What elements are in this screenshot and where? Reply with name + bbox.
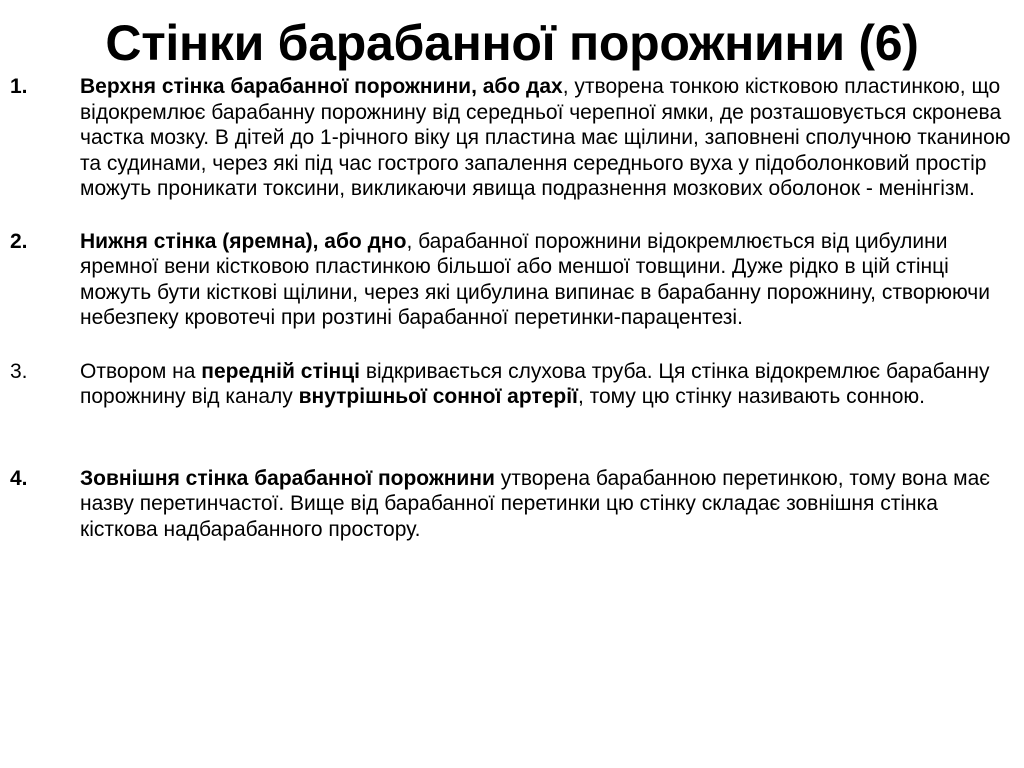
list-item-number: 2. (10, 229, 28, 253)
list-item-text: утворена барабанною перетинкою, тому вона має назву перетинчастої. Вище від барабанної перетинки цю стінку складає зовнішня стінка кісткова надбарабанного простору. (80, 466, 990, 541)
list-item-text: , барабанної порожнини відокремлюється від цибулини яремної вени кістковою пластинкою більшої або меншої товщини. Дуже рідко в цій стінці можуть бути кісткові щілини, через які цибулина випинає в барабанну порожнину, створюючи небезпеку кровотечі при розтині барабанної перетинки-парацентезі. (80, 229, 990, 329)
list-item-lower-wall (10, 229, 1014, 331)
wall-description-list (10, 74, 1014, 542)
list-item-emphasis: внутрішньої сонної артерії (298, 385, 578, 408)
list-item-number: 1. (10, 75, 28, 98)
list-item-number: 3. (10, 359, 28, 383)
list-item-outer-wall (10, 466, 1014, 543)
list-item-text: відкривається слухова труба. Ця стінка відокремлює барабанну порожнину від каналу (80, 359, 990, 408)
list-item-upper-wall (10, 74, 1014, 202)
list-item-heading: Верхня стінка барабанної порожнини, або дах (80, 75, 563, 98)
list-item-heading: Нижня стінка (яремна), або дно (80, 229, 407, 253)
list-item-emphasis: передній стінці (201, 359, 360, 383)
list-item-number: 4. (10, 466, 28, 490)
list-item-text: Отвором на (80, 359, 202, 383)
page-title: Стінки барабанної порожнини (6) (105, 15, 919, 71)
list-item-heading: Зовнішня стінка барабанної порожнини (80, 466, 495, 490)
list-item-front-wall (10, 359, 1014, 410)
list-item-text: , утворена тонкою кістковою пластинкою, що відокремлює барабанну порожнину від середньої черепної ямки, де розташовується скронева частка мозку. В дітей до 1-річного віку ця пластина має щілини, заповнені сполучною тканиною та судинами, через які під час гострого запалення середнього вуха у підоболонковий простір можуть проникати токсини, викликаючи явища подразнення мозкових оболонок - менінгізм. (80, 75, 1011, 200)
list-item-text: , тому цю стінку називають сонною. (577, 385, 925, 408)
